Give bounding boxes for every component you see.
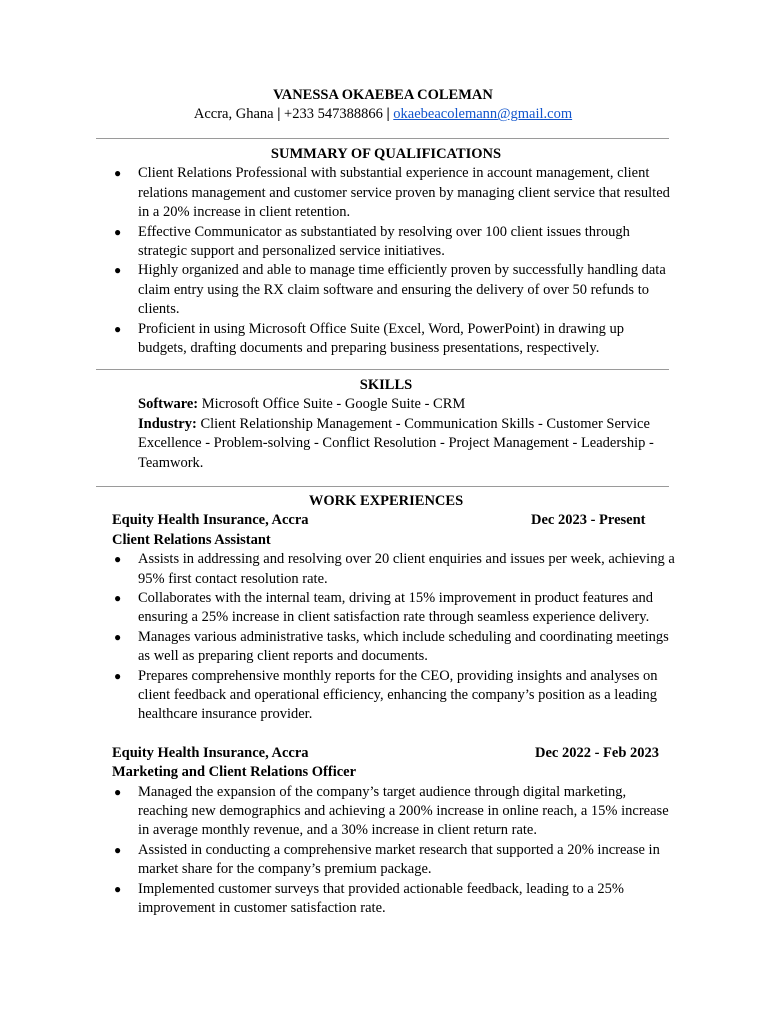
job-company: Equity Health Insurance, Accra	[112, 512, 309, 529]
job-duties-list	[96, 783, 676, 919]
bullet-icon: ●	[114, 166, 122, 181]
bullet-icon: ●	[114, 881, 122, 896]
email-link[interactable]: okaebeacolemann@gmail.com	[393, 106, 573, 123]
skills-body	[96, 395, 676, 473]
bullet-icon: ●	[114, 321, 122, 336]
job-entry	[96, 744, 676, 919]
list-item: ● Highly organized and able to manage time efficiently proven by successfully handling data claim entry using the RX claim software and ensuring the delivery of over 50 refunds to clients.	[114, 262, 666, 318]
list-item: ● Client Relations Professional with substantial experience in account management, client relations management and customer service proven by managing client service that resulted in a 20% increase in client retention.	[114, 165, 670, 221]
phone-number: +233 547388866	[284, 106, 383, 123]
list-item: ● Assists in addressing and resolving over 20 client enquiries and issues per week, achieving a 95% first contact resolution rate.	[114, 551, 675, 587]
candidate-name: VANESSA OKAEBEA COLEMAN	[273, 87, 493, 103]
summary-title: SUMMARY OF QUALIFICATIONS	[270, 146, 502, 162]
bullet-icon: ●	[114, 668, 122, 683]
divider	[96, 369, 669, 370]
location: Accra, Ghana	[193, 106, 274, 123]
bullet-icon: ●	[114, 784, 122, 799]
job-duties-list	[96, 550, 676, 725]
job-role: Marketing and Client Relations Officer	[112, 764, 357, 781]
job-entry	[96, 511, 676, 724]
software-skills: Software: Microsoft Office Suite - Google Suite - CRM	[138, 396, 466, 413]
industry-skills: Industry: Client Relationship Management - Communication Skills - Customer Service Excellence - Problem-solving - Conflict Resolution - Project Management - Leadership - Teamwork.	[138, 415, 654, 471]
summary-section	[96, 145, 676, 358]
divider	[96, 486, 669, 487]
separator: |	[386, 106, 390, 123]
job-role: Client Relations Assistant	[112, 531, 271, 548]
skills-title: SKILLS	[359, 377, 413, 393]
bullet-icon: ●	[114, 224, 122, 239]
summary-list	[96, 164, 676, 358]
list-item: ● Proficient in using Microsoft Office Suite (Excel, Word, PowerPoint) in drawing up budgets, drafting documents and preparing business presentations, respectively.	[114, 320, 624, 357]
job-header	[96, 744, 676, 763]
divider	[96, 138, 669, 139]
list-item: ● Effective Communicator as substantiated by resolving over 100 client issues through strategic support and personalized service initiatives.	[114, 223, 630, 260]
job-company: Equity Health Insurance, Accra	[112, 744, 309, 761]
bullet-icon: ●	[114, 263, 122, 278]
bullet-icon: ●	[114, 629, 122, 644]
list-item: ● Collaborates with the internal team, driving at 15% improvement in product features and ensuring a 25% increase in client satisfaction rate through seamless experience delivery.	[114, 590, 654, 626]
work-title: WORK EXPERIENCES	[308, 493, 464, 509]
separator: |	[277, 106, 281, 123]
bullet-icon: ●	[114, 842, 122, 857]
bullet-icon: ●	[114, 552, 122, 567]
list-item: ● Implemented customer surveys that provided actionable feedback, leading to a 25% improvement in customer satisfaction rate.	[114, 880, 624, 917]
job-dates: Dec 2023 - Present	[531, 512, 646, 529]
work-section	[96, 492, 676, 919]
contact-line	[96, 105, 670, 124]
list-item: ● Manages various administrative tasks, which include scheduling and coordinating meetings as well as preparing client reports and documents.	[114, 628, 669, 665]
resume-header	[96, 86, 670, 125]
job-dates: Dec 2022 - Feb 2023	[535, 744, 660, 761]
skills-section	[96, 376, 676, 473]
list-item: ● Assisted in conducting a comprehensive market research that supported a 20% increase in market share for the company’s premium package.	[114, 841, 660, 878]
list-item: ● Managed the expansion of the company’s target audience through digital marketing, reaching new demographics and achieving a 200% increase in online reach, a 15% increase in average monthly revenue, and a 30% increase in client return rate.	[114, 783, 669, 839]
list-item: ● Prepares comprehensive monthly reports for the CEO, providing insights and analyses on client feedback and operational efficiency, enhancing the company’s position as a leading healthcare insurance provider.	[114, 667, 658, 723]
job-header	[96, 511, 676, 530]
bullet-icon: ●	[114, 591, 122, 606]
